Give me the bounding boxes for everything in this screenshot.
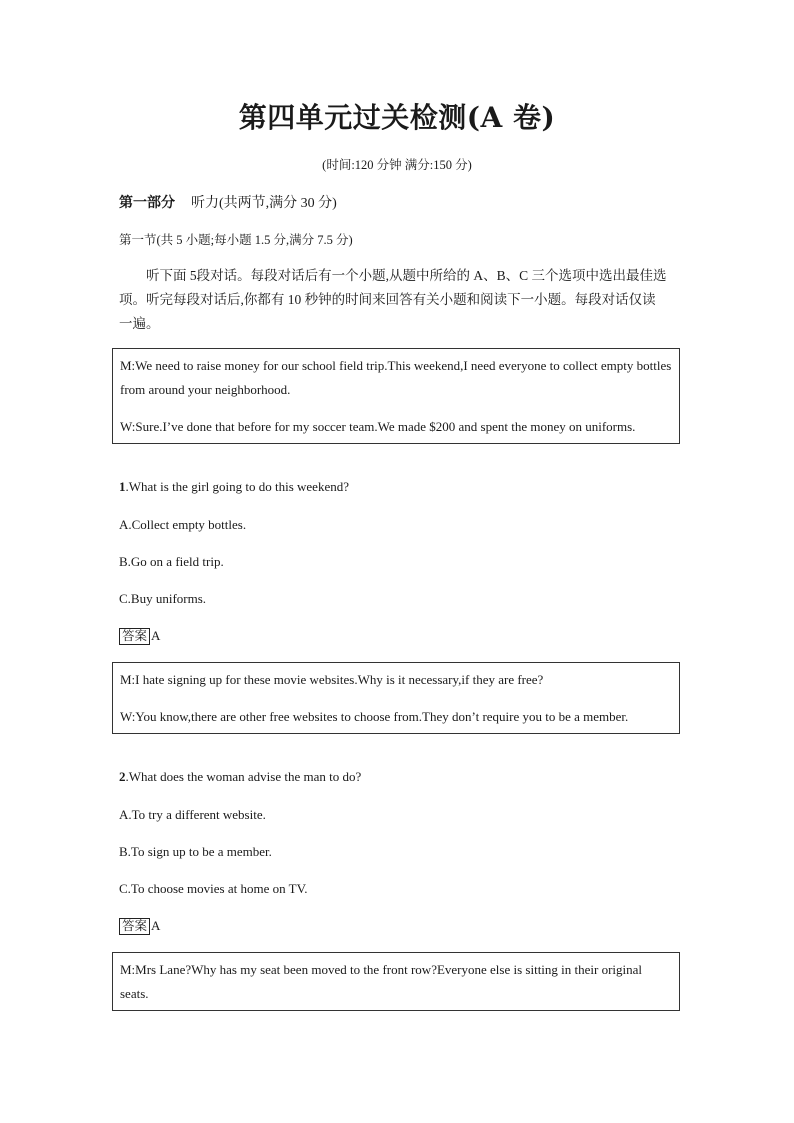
dialog-line: W:You know,there are other free websites to choose from.They don’t require you to be a member. [120,709,629,724]
section-heading: 第一节(共 5 小题;每小题 1.5 分,满分 7.5 分) [119,233,353,247]
question-number: 2 [119,769,126,784]
dialog-line: M:Mrs Lane?Why has my seat been moved to the front row?Everyone else is sitting in their original seats. [120,962,643,1001]
part-description: 听力(共两节,满分 30 分) [191,196,337,211]
part-label: 第一部分 [119,196,175,211]
answer-tag: 答案 [119,918,150,935]
dialog-box [112,348,680,444]
question-text: .What is the girl going to do this weekend? [125,479,349,494]
part-heading [119,192,337,212]
answer-line [119,628,160,645]
dialog-line: M:We need to raise money for our school field trip.This weekend,I need everyone to collect empty bottles from around your neighborhood. [120,358,672,397]
section-instructions: 听下面 5段对话。每段对话后有一个小题,从题中所给的 A、B、C 三个选项中选出最佳选项。听完每段对话后,你都有 10 秒钟的时间来回答有关小题和阅读下一小题。每段对话仅读一遍。 [119,268,667,331]
option-c: C.Buy uniforms. [119,591,207,606]
question-stem [119,769,361,785]
dialog-line: M:I hate signing up for these movie websites.Why is it necessary,if they are free? [120,672,544,687]
option-b: B.To sign up to be a member. [119,844,272,859]
question-stem [119,479,349,495]
answer-tag: 答案 [119,628,150,645]
option-b: B.Go on a field trip. [119,554,224,569]
answer-line [119,918,160,935]
question-number: 1 [119,479,126,494]
question-text: .What does the woman advise the man to do? [125,769,362,784]
page-title: 第四单元过关检测(A 卷) [238,101,556,134]
answer-value: A [151,918,161,933]
dialog-box [112,662,680,734]
option-a: A.Collect empty bottles. [119,517,247,532]
dialog-line: W:Sure.I’ve done that before for my soccer team.We made $200 and spent the money on uniforms. [120,419,636,434]
answer-value: A [151,628,161,643]
page-subtitle: (时间:120 分钟 满分:150 分) [322,158,472,172]
option-a: A.To try a different website. [119,807,266,822]
option-c: C.To choose movies at home on TV. [119,881,308,896]
dialog-box [112,952,680,1011]
